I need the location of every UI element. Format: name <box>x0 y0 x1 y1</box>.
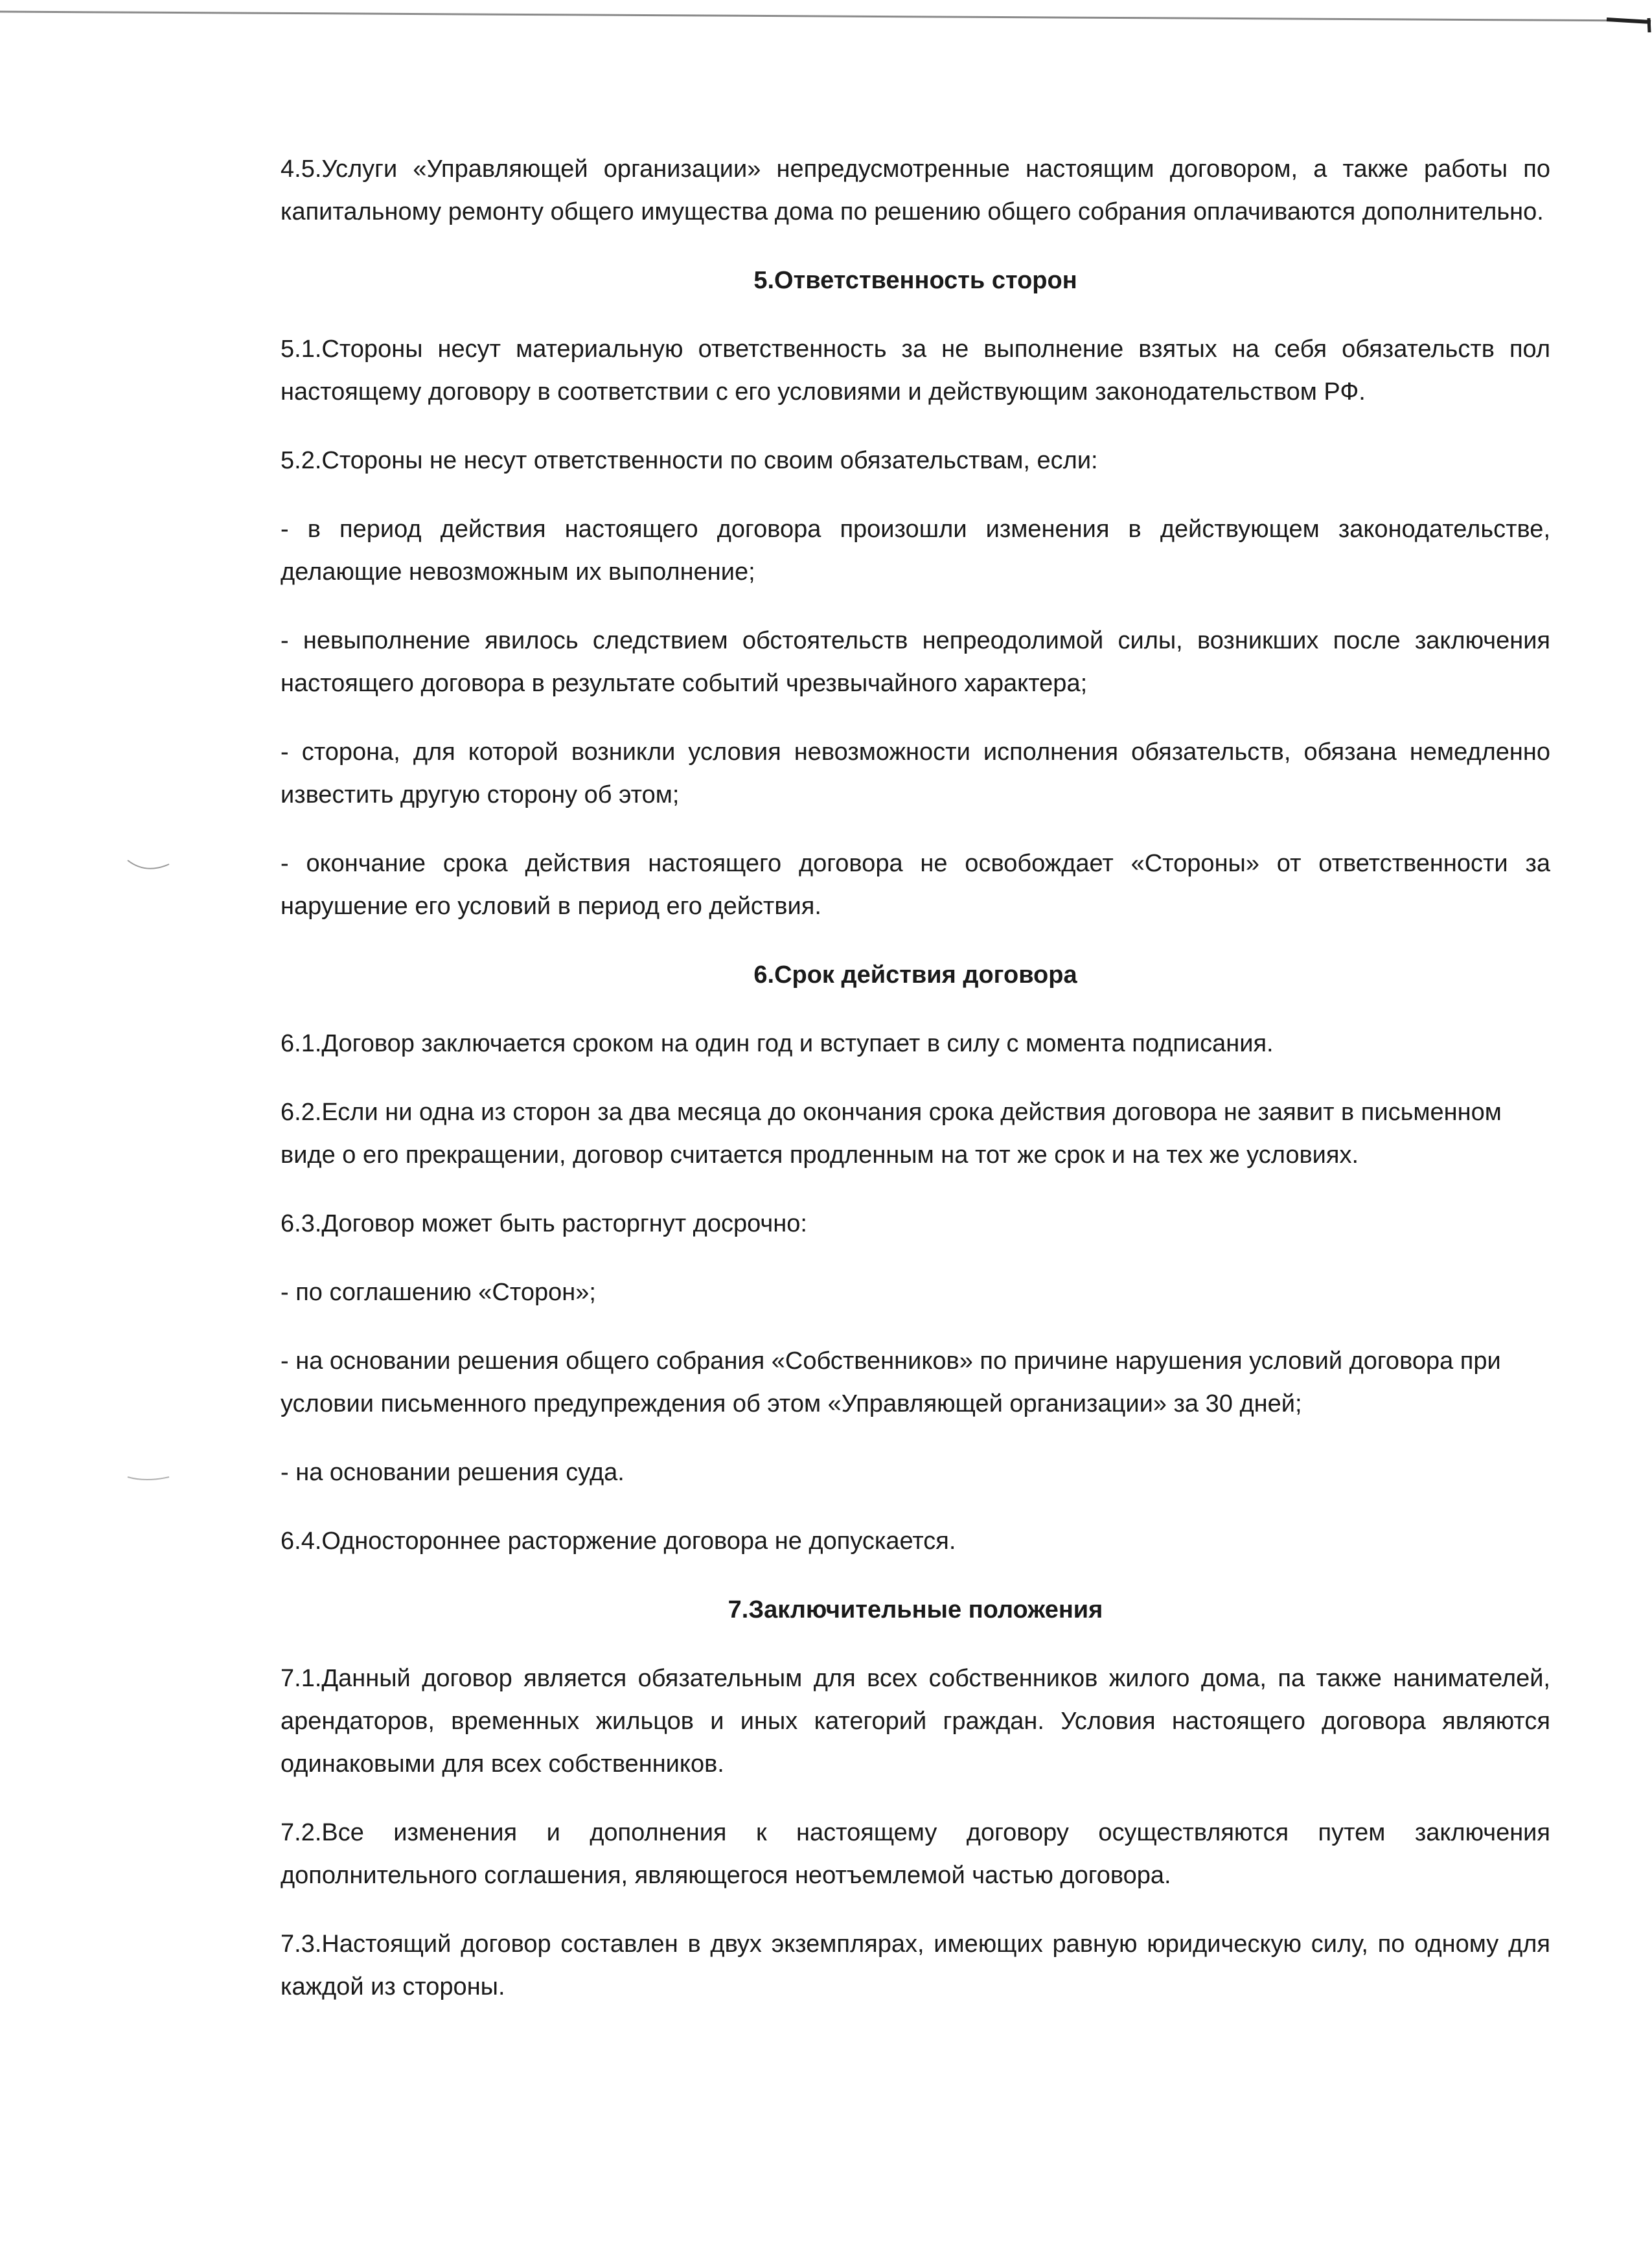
paragraph: 4.5.Услуги «Управляющей организации» непредусмотренные настоящим договором, а также работы по капитальному ремонту общего имущества дома по решению общего собрания оплачиваются дополнительно. <box>281 155 1550 225</box>
paragraph-gap <box>281 1785 1550 1811</box>
paragraph-gap <box>281 1631 1550 1657</box>
paragraph-gap <box>281 1314 1550 1340</box>
paragraph: - на основании решения суда. <box>281 1459 625 1486</box>
scan-top-edge <box>0 6 1652 32</box>
paragraph-gap <box>281 705 1550 731</box>
paragraph-gap <box>281 928 1550 954</box>
paragraph: - невыполнение явилось следствием обстоятельств непреодолимой силы, возникших после заключения настоящего договора в результате событий чрезвычайного характера; <box>281 627 1550 697</box>
paragraph: 5.1.Стороны несут материальную ответственность за не выполнение взятых на себя обязательств пол настоящему договору в соответствии с его условиями и действующим законодательством РФ. <box>281 336 1550 406</box>
section-heading: 5.Ответственность сторон <box>753 267 1077 294</box>
paragraph: 7.2.Все изменения и дополнения к настоящему договору осуществляются путем заключения дополнительного соглашения, являющегося неотъемлемой частью договора. <box>281 1819 1550 1889</box>
paragraph: - окончание срока действия настоящего договора не освобождает «Стороны» от ответственности за нарушение его условий в период его действия. <box>281 850 1550 920</box>
paragraph-gap <box>281 1563 1550 1588</box>
paragraph: 6.3.Договор может быть расторгнут досрочно: <box>281 1210 807 1237</box>
paragraph-gap <box>281 1176 1550 1202</box>
paragraph-gap <box>281 413 1550 439</box>
scan-margin-mark-1 <box>126 855 172 875</box>
paragraph: 6.4.Одностороннее расторжение договора не допускается. <box>281 1528 956 1555</box>
paragraph: 7.3.Настоящий договор составлен в двух экземплярах, имеющих равную юридическую силу, по одному для каждой из стороны. <box>281 1930 1550 2000</box>
paragraph-gap <box>281 1065 1550 1091</box>
paragraph-gap <box>281 302 1550 328</box>
paragraph: 6.2.Если ни одна из сторон за два месяца до окончания срока действия договора не заявит в письменном виде о его прекращении, договор считается продленным на тот же срок и на тех же условиях. <box>281 1099 1502 1169</box>
paragraph: - в период действия настоящего договора произошли изменения в действующем законодательстве, делающие невозможным их выполнение; <box>281 516 1550 586</box>
paragraph: - сторона, для которой возникли условия невозможности исполнения обязательств, обязана немедленно известить другую сторону об этом; <box>281 739 1550 808</box>
paragraph: 7.1.Данный договор является обязательным для всех собственников жилого дома, па также нанимателей, арендаторов, временных жильцов и иных категорий граждан. Условия настоящего договора являются одинаковыми для всех собственников. <box>281 1665 1550 1778</box>
paragraph-gap <box>281 482 1550 508</box>
paragraph-gap <box>281 996 1550 1022</box>
paragraph: 5.2.Стороны не несут ответственности по своим обязательствам, если: <box>281 447 1098 474</box>
section-heading: 7.Заключительные положения <box>728 1596 1103 1623</box>
paragraph: - по соглашению «Сторон»; <box>281 1279 596 1306</box>
paragraph-gap <box>281 816 1550 842</box>
paragraph: - на основании решения общего собрания «Собственников» по причине нарушения условий договора при условии письменного предупреждения об этом «Управляющей организации» за 30 дней; <box>281 1347 1501 1417</box>
paragraph-gap <box>281 1494 1550 1520</box>
paragraph-gap <box>281 1425 1550 1451</box>
paragraph-gap <box>281 233 1550 259</box>
paragraph-gap <box>281 1897 1550 1923</box>
paragraph: 6.1.Договор заключается сроком на один год и вступает в силу с момента подписания. <box>281 1030 1274 1057</box>
document-body <box>281 148 1550 2008</box>
paragraph-gap <box>281 593 1550 619</box>
scan-margin-mark-2 <box>126 1471 172 1483</box>
paragraph-gap <box>281 1245 1550 1271</box>
section-heading: 6.Срок действия договора <box>753 961 1077 989</box>
